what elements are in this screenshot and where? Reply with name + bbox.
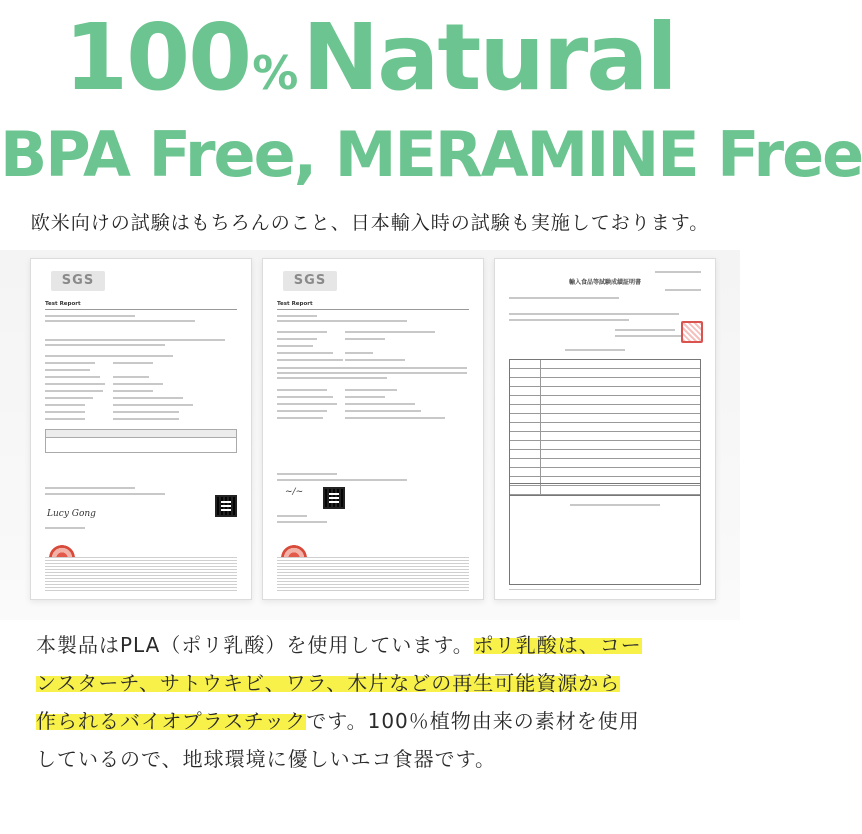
hero-number: 100 [64, 4, 251, 111]
japan-import-certificate [494, 258, 716, 600]
sgs-test-report-1 [30, 258, 252, 600]
qr-code-icon [215, 495, 237, 517]
certificate-table [509, 359, 701, 496]
highlighted-text: ポリ乳酸は、コー [473, 633, 642, 657]
sgs-logo: SGS [51, 271, 105, 291]
certificate-title: 輸入食品等試験成績証明書 [568, 279, 641, 286]
official-stamp-icon [681, 321, 703, 343]
product-description [36, 626, 716, 778]
sgs-logo: SGS [283, 271, 337, 291]
description-text: です。100％植物由来の素材を使用 [306, 709, 640, 733]
description-text: しているので、地球環境に優しいエコ食器です。 [36, 747, 496, 771]
hero-subheadline: BPA Free, MERAMINE Free [0, 118, 862, 191]
description-text: 本製品はPLA（ポリ乳酸）を使用しています。 [36, 633, 474, 657]
qr-code-icon [323, 487, 345, 509]
certificates-panel [0, 250, 740, 620]
signature: Lucy Gong [47, 509, 96, 519]
highlighted-text: 作られるバイオプラスチック [36, 709, 307, 733]
report-footer [45, 557, 237, 591]
highlighted-text: ンスターチ、サトウキビ、ワラ、木片などの再生可能資源から [36, 671, 621, 695]
hero-percent: % [252, 46, 299, 100]
results-box [509, 483, 701, 585]
signature: ~∕~ [285, 487, 304, 497]
sgs-test-report-2 [262, 258, 484, 600]
report-footer [277, 557, 469, 591]
lead-text: 欧米向けの試験はもちろんのこと、日本輸入時の試験も実施しております。 [30, 212, 710, 234]
hero-headline [0, 4, 740, 127]
report-title: Test Report [277, 301, 313, 307]
report-title: Test Report [45, 301, 81, 307]
hero-word: Natural [302, 4, 676, 111]
